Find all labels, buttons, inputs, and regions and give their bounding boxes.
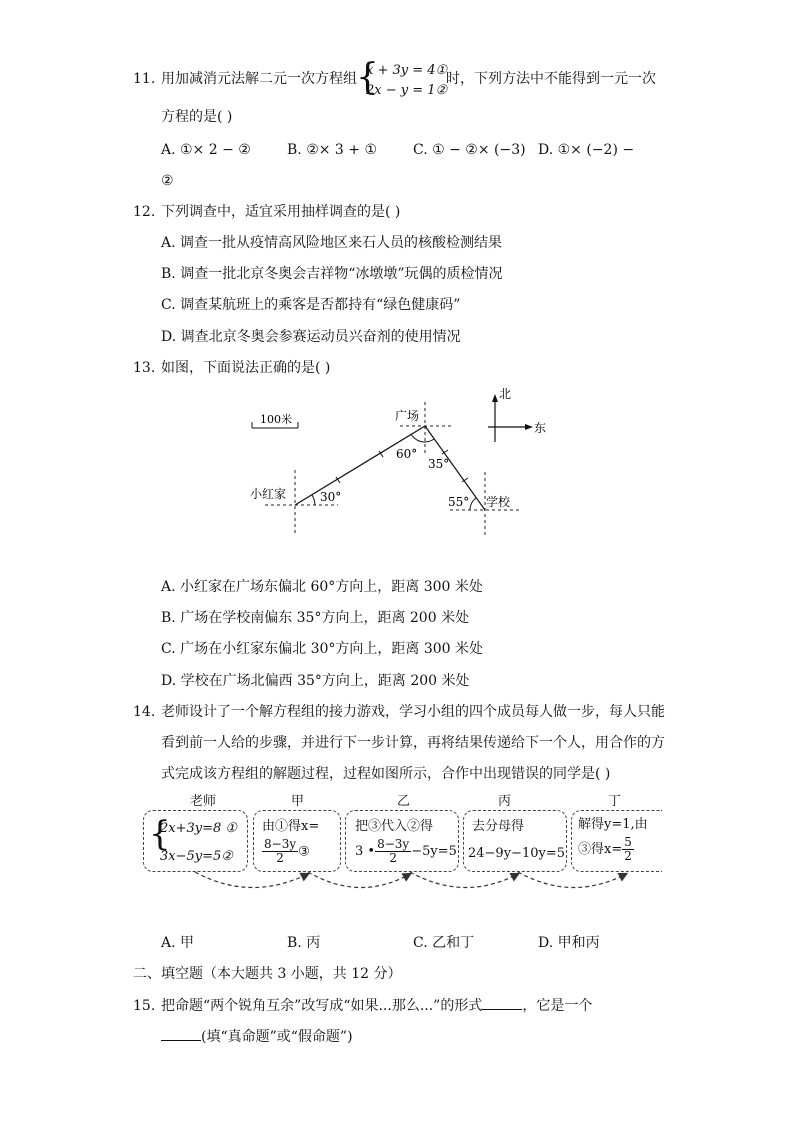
q11-option-a[interactable]: A. ①× 2 − ② [161, 142, 251, 158]
q14-option-b[interactable]: B. 丙 [287, 935, 321, 951]
home-label: 小红家 [250, 487, 287, 501]
q12-stem: 下列调查中，适宜采用抽样调查的是( ) [161, 204, 401, 220]
relay-head-yi: 乙 [397, 794, 411, 809]
school-label: 学校 [486, 495, 511, 509]
q14-stem-line3: 式完成该方程组的解题过程，过程如图所示，合作中出现错误的同学是( ) [161, 766, 611, 782]
relay-teacher-brace: { [149, 814, 171, 854]
q11-stem-pre: 用加减消元法解二元一次方程组 [161, 71, 357, 87]
relay-bing-line2: 24−9y−10y=5 [468, 846, 565, 861]
q15-blank-1[interactable] [482, 995, 522, 1010]
relay-ding-denominator: 2 [624, 849, 632, 863]
q13-option-b[interactable]: B. 广场在学校南偏东 35°方向上，距离 200 米处 [161, 610, 470, 626]
relay-head-ding: 丁 [608, 794, 622, 809]
q15-line2-text: (填“真命题”或“假命题”) [201, 1029, 353, 1045]
angle-55-label: 55° [448, 495, 470, 509]
q11-stem-line2: 方程的是( ) [161, 109, 233, 125]
compass-north: 北 [499, 387, 512, 401]
q12-option-a[interactable]: A. 调查一批从疫情高风险地区来石人员的核酸检测结果 [161, 235, 503, 251]
q15-blank-2[interactable] [161, 1026, 201, 1041]
q13-option-a[interactable]: A. 小红家在广场东偏北 60°方向上，距离 300 米处 [161, 579, 483, 595]
relay-yi-expr: 3 • $\frac{8-3y}{2}$ −5y=5 [355, 837, 457, 865]
q11-stem-post: 时，下列方法中不能得到一元一次 [446, 71, 656, 87]
angle-60-label: 60° [396, 447, 418, 461]
relay-head-jia: 甲 [291, 794, 305, 809]
relay-jia-line1: 由①得x= [262, 819, 320, 834]
q14-option-d[interactable]: D. 甲和丙 [538, 935, 600, 951]
q15-number: 15. [133, 998, 156, 1014]
q13-stem: 如图，下面说法正确的是( ) [161, 360, 331, 376]
q12-number: 12. [133, 204, 156, 220]
relay-teacher-eq1: 2x+3y=8 ① [160, 821, 238, 836]
relay-arrows [140, 868, 670, 898]
relay-yi-post: −5y=5 [411, 844, 457, 859]
home-to-plaza-path [295, 426, 425, 505]
relay-yi-pre: 3 [355, 844, 364, 859]
q14-option-a[interactable]: A. 甲 [161, 935, 195, 951]
relay-ding-expr [578, 836, 634, 863]
q11-option-d-cont: ② [161, 173, 174, 189]
q12-option-d[interactable]: D. 调查北京冬奥会参赛运动员兴奋剂的使用情况 [161, 329, 461, 345]
section-heading-fill-in: 二、填空题（本大题共 3 小题，共 12 分） [133, 966, 402, 982]
q11-eq1: x + 3y = 4① [366, 63, 448, 78]
q11-number: 11. [133, 71, 156, 87]
q14-option-c[interactable]: C. 乙和丁 [413, 935, 475, 951]
q15-line2 [161, 1026, 353, 1048]
q13-option-d[interactable]: D. 学校在广场北偏西 35°方向上，距离 200 米处 [161, 673, 470, 689]
q11-option-c[interactable]: C. ① − ②× (−3) [413, 142, 526, 158]
scale-label: 100米 [260, 413, 292, 426]
relay-teacher-eq2: 3x−5y=5② [160, 849, 233, 864]
q14-number: 14. [133, 704, 156, 720]
angle-30-label: 30° [320, 490, 342, 504]
q13-map-figure [230, 380, 560, 540]
q11-option-d[interactable]: D. ①× (−2) − [538, 142, 635, 158]
relay-bing-line1: 去分母得 [472, 819, 525, 834]
compass-icon [488, 387, 546, 442]
relay-jia-tag: ③ [298, 844, 310, 860]
scale-bar [252, 412, 298, 428]
q13-number: 13. [133, 360, 156, 376]
q12-option-c[interactable]: C. 调查某航班上的乘客是否都持有“绿色健康码” [161, 297, 461, 313]
angle-35-label: 35° [428, 457, 450, 471]
relay-ding-line1: 解得y=1,由 [578, 817, 648, 832]
plaza-label: 广场 [395, 409, 420, 423]
relay-yi-line1: 把③代入②得 [355, 819, 434, 834]
compass-east: 东 [534, 421, 547, 435]
q15-stem [161, 995, 592, 1017]
q11-option-b[interactable]: B. ②× 3 + ① [287, 142, 378, 158]
relay-yi-numerator: 8−3y [377, 837, 410, 851]
relay-jia-denominator: 2 [276, 851, 284, 865]
q11-brace: { [356, 57, 379, 98]
relay-arrow-1 [195, 872, 308, 888]
q15-stem-pre: 把命题“两个锐角互余”改写成“如果...那么...”的形式 [161, 998, 483, 1014]
relay-arrow-4 [518, 872, 626, 888]
q12-option-b[interactable]: B. 调查一批北京冬奥会吉祥物“冰墩墩”玩偶的质检情况 [161, 266, 503, 282]
relay-head-bing: 丙 [498, 794, 512, 809]
relay-yi-denominator: 2 [389, 851, 397, 865]
relay-head-teacher: 老师 [190, 794, 217, 809]
q13-option-c[interactable]: C. 广场在小红家东偏北 30°方向上，距离 300 米处 [161, 641, 483, 657]
q15-stem-mid: ，它是一个 [522, 998, 593, 1014]
relay-ding-pre: ③得x= [578, 842, 623, 857]
relay-jia-expr [262, 838, 310, 865]
q11-eq2: 2x − y = 1② [366, 83, 448, 98]
relay-arrow-3 [410, 872, 518, 888]
relay-jia-numerator: 8−3y [264, 837, 297, 851]
relay-arrow-2 [308, 872, 410, 888]
relay-ding-numerator: 5 [624, 835, 632, 849]
q14-stem-line1: 老师设计了一个解方程组的接力游戏，学习小组的四个成员每人做一步，每人只能 [161, 704, 665, 720]
q14-stem-line2: 看到前一人给的步骤，并进行下一步计算，再将结果传递给下一个人，用合作的方 [161, 735, 665, 751]
